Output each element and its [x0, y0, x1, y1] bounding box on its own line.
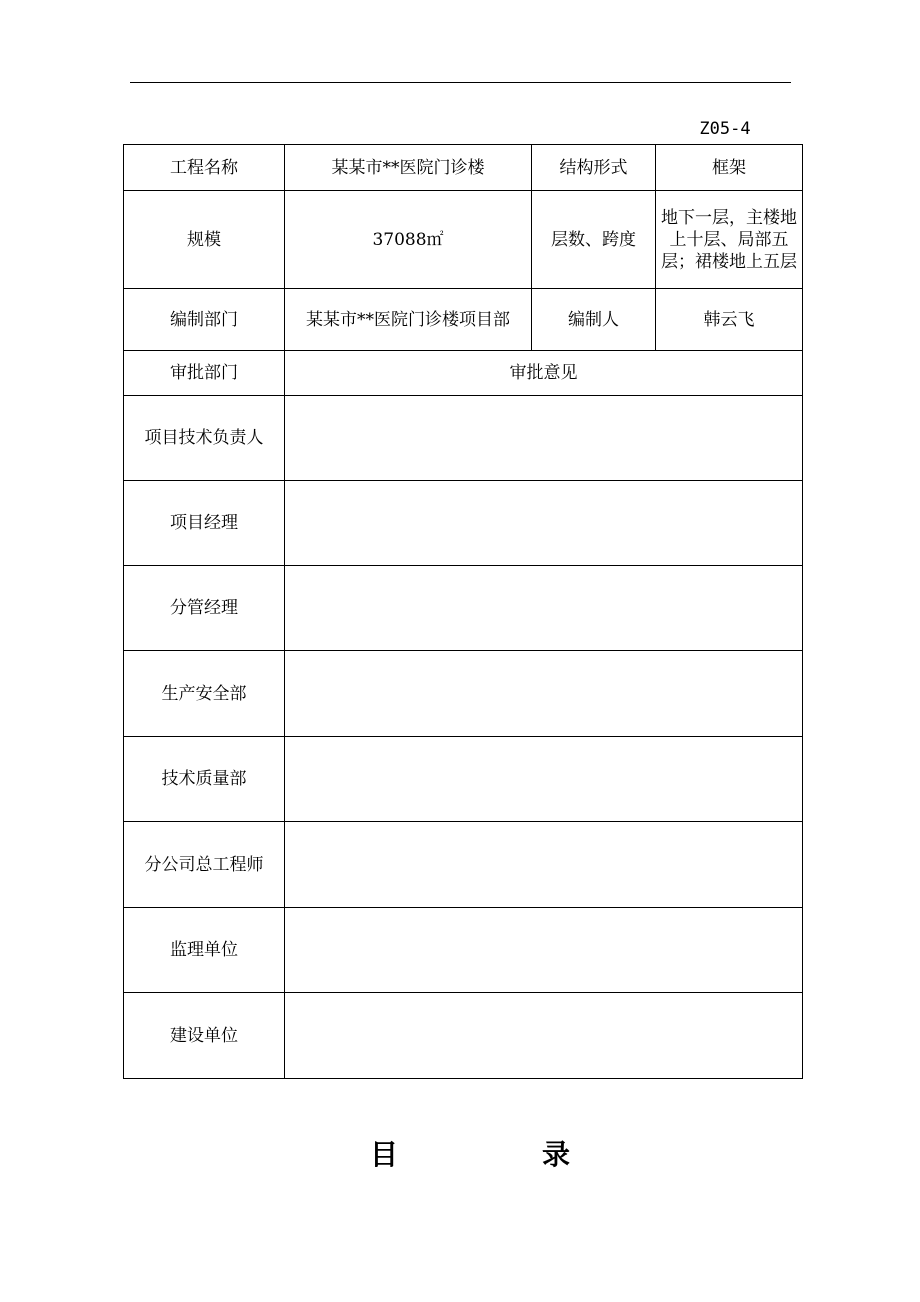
- author-value: 韩云飞: [656, 289, 803, 351]
- approval-row-label: 建设单位: [124, 993, 285, 1079]
- approval-opinion-cell: [285, 908, 803, 993]
- structure-value: 框架: [656, 145, 803, 191]
- approval-opinion-cell: [285, 822, 803, 908]
- toc-title: [370, 1135, 570, 1175]
- approval-opinion-cell: [285, 566, 803, 651]
- approval-row: [124, 651, 803, 737]
- approval-row: [124, 396, 803, 481]
- scale-row: [124, 191, 803, 289]
- project-name-value: 某某市**医院门诊楼: [285, 145, 532, 191]
- approval-row-label: 监理单位: [124, 908, 285, 993]
- structure-label: 结构形式: [532, 145, 656, 191]
- approval-opinion-header: 审批意见: [285, 351, 803, 396]
- approval-opinion-cell: [285, 481, 803, 566]
- approval-row: [124, 908, 803, 993]
- project-name-label: 工程名称: [124, 145, 285, 191]
- approval-row: [124, 822, 803, 908]
- approval-row-label: 项目经理: [124, 481, 285, 566]
- approval-table: [123, 144, 803, 1079]
- form-code: Z05-4: [699, 119, 751, 139]
- author-label: 编制人: [532, 289, 656, 351]
- dept-label: 编制部门: [124, 289, 285, 351]
- toc-title-char: 录: [541, 1138, 570, 1171]
- floors-span-label: 层数、跨度: [532, 191, 656, 289]
- scale-value: 37088㎡: [285, 191, 532, 289]
- approval-row: [124, 737, 803, 822]
- toc-title-char: 目: [370, 1138, 399, 1171]
- approval-opinion-cell: [285, 737, 803, 822]
- dept-value: 某某市**医院门诊楼项目部: [285, 289, 532, 351]
- approval-row: [124, 993, 803, 1079]
- approval-row: [124, 566, 803, 651]
- approval-row-label: 项目技术负责人: [124, 396, 285, 481]
- approval-row-label: 生产安全部: [124, 651, 285, 737]
- approval-row-label: 技术质量部: [124, 737, 285, 822]
- approval-row: [124, 481, 803, 566]
- dept-row: [124, 289, 803, 351]
- approval-dept-header: 审批部门: [124, 351, 285, 396]
- approval-opinion-cell: [285, 651, 803, 737]
- approval-header-row: [124, 351, 803, 396]
- approval-row-label: 分管经理: [124, 566, 285, 651]
- approval-row-label: 分公司总工程师: [124, 822, 285, 908]
- approval-opinion-cell: [285, 396, 803, 481]
- project-info-row: [124, 145, 803, 191]
- header-rule: [130, 82, 791, 83]
- scale-label: 规模: [124, 191, 285, 289]
- floors-span-value: 地下一层，主楼地上十层、局部五层；裙楼地上五层: [656, 191, 803, 289]
- approval-opinion-cell: [285, 993, 803, 1079]
